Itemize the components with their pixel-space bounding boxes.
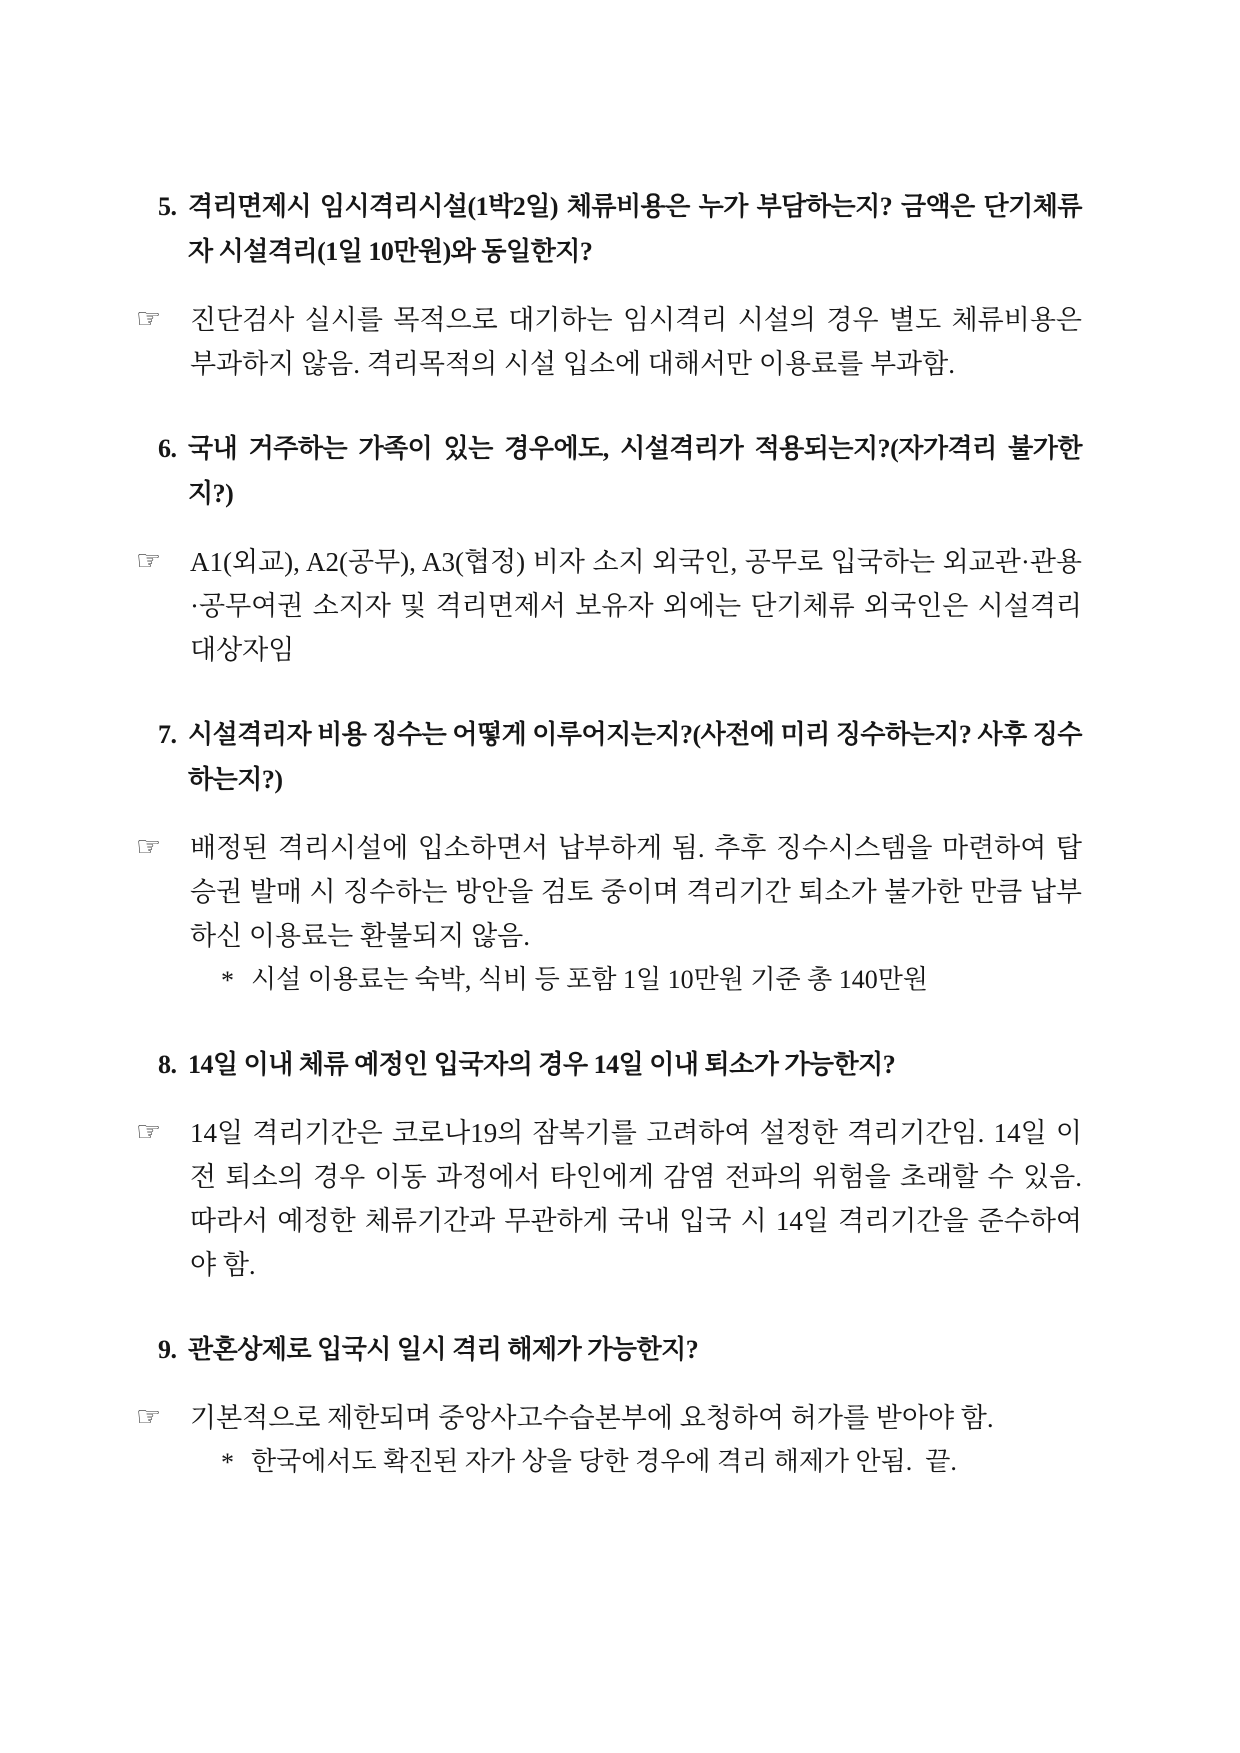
answer-note — [190, 958, 1082, 1002]
answer — [136, 1111, 1082, 1287]
answer-note — [190, 1440, 1082, 1484]
pointing-finger-icon: ☞ — [136, 302, 162, 335]
pointing-finger-icon: ☞ — [136, 1115, 162, 1148]
question-number: 8. — [158, 1050, 177, 1079]
answer — [136, 298, 1082, 386]
qa-item — [136, 184, 1082, 386]
question-number: 6. — [158, 434, 177, 463]
question — [158, 1327, 1082, 1372]
answer-text: A1(외교), A2(공무), A3(협정) 비자 소지 외국인, 공무로 입국하는 외교관·관용·공무여권 소지자 및 격리면제서 보유자 외에는 단기체류 외국인은 시설격리 대상자임 — [190, 547, 1082, 665]
note-marker: * — [221, 966, 234, 995]
pointing-finger-icon: ☞ — [136, 1400, 162, 1433]
question-text: 격리면제시 임시격리시설(1박2일) 체류비용은 누가 부담하는지? 금액은 단기체류자 시설격리(1일 10만원)와 동일한지? — [188, 192, 1082, 266]
question-text: 관혼상제로 입국시 일시 격리 해제가 가능한지? — [188, 1335, 699, 1364]
answer-text: 진단검사 실시를 목적으로 대기하는 임시격리 시설의 경우 별도 체류비용은 부과하지 않음. 격리목적의 시설 입소에 대해서만 이용료를 부과함. — [190, 305, 1082, 379]
question-text: 14일 이내 체류 예정인 입국자의 경우 14일 이내 퇴소가 가능한지? — [188, 1050, 896, 1079]
note-text: 시설 이용료는 숙박, 식비 등 포함 1일 10만원 기준 총 140만원 — [251, 965, 928, 994]
qa-item — [136, 712, 1082, 1002]
qa-item — [136, 1042, 1082, 1287]
question — [158, 1042, 1082, 1087]
pointing-finger-icon: ☞ — [136, 544, 162, 577]
question-number: 9. — [158, 1335, 177, 1364]
answer — [136, 540, 1082, 672]
question-text: 국내 거주하는 가족이 있는 경우에도, 시설격리가 적용되는지?(자가격리 불가한지?) — [188, 434, 1082, 508]
answer — [136, 1396, 1082, 1484]
answer-text: 14일 격리기간은 코로나19의 잠복기를 고려하여 설정한 격리기간임. 14일 이전 퇴소의 경우 이동 과정에서 타인에게 감염 전파의 위험을 초래할 수 있음. 따라서 예정한 체류기간과 무관하게 국내 입국 시 14일 격리기간을 준수하여야 함. — [190, 1118, 1082, 1280]
qa-item — [136, 426, 1082, 672]
question — [158, 712, 1082, 802]
question — [158, 184, 1082, 274]
document-content — [136, 184, 1082, 1524]
question-number: 5. — [158, 192, 177, 221]
question-number: 7. — [158, 720, 177, 749]
answer — [136, 826, 1082, 1002]
pointing-finger-icon: ☞ — [136, 830, 162, 863]
note-text: 한국에서도 확진된 자가 상을 당한 경우에 격리 해제가 안됨. 끝. — [251, 1447, 957, 1476]
question-text: 시설격리자 비용 징수는 어떻게 이루어지는지?(사전에 미리 징수하는지? 사후 징수하는지?) — [188, 720, 1082, 794]
qa-item — [136, 1327, 1082, 1484]
question — [158, 426, 1082, 516]
answer-text: 배정된 격리시설에 입소하면서 납부하게 됨. 추후 징수시스템을 마련하여 탑승권 발매 시 징수하는 방안을 검토 중이며 격리기간 퇴소가 불가한 만큼 납부하신 이용료는 환불되지 않음. — [190, 833, 1082, 951]
note-marker: * — [221, 1448, 234, 1477]
answer-text: 기본적으로 제한되며 중앙사고수습본부에 요청하여 허가를 받아야 함. — [190, 1403, 994, 1433]
